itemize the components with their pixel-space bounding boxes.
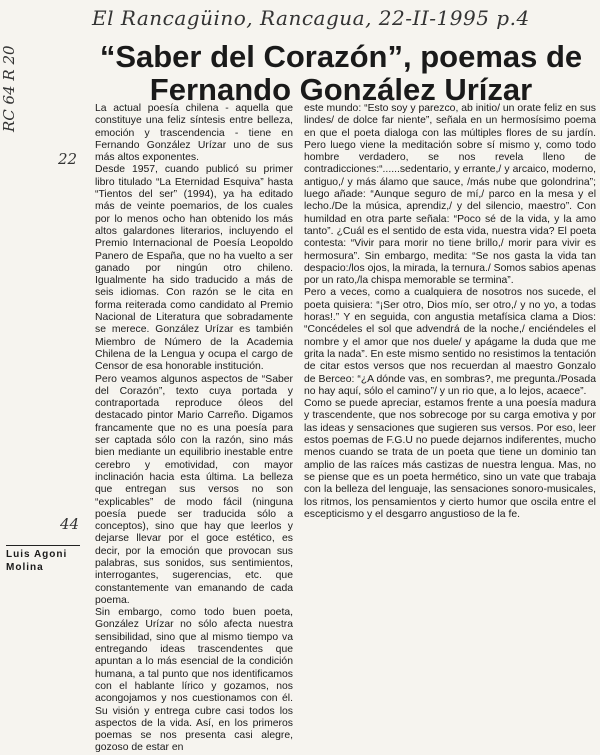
article-column-1 bbox=[95, 103, 293, 755]
paragraph: Pero a veces, como a cualquiera de nosotros nos sucede, el poeta quisiera: “¡Ser otro, Dios mío, ser otro,/ y no yo, a todas horas!.” Y en seguida, con angustia metafísica clama a Dios: “Concédeles el sol que advendrá de la noche,/ enciéndeles el nombre y el amor que nos duele/ y apágame la duda que me grita la nada”. En este mismo sentido no resistimos la tentación de citar estos versos que nos recuerdan al maestro Gonzalo de Berceo: “¿A dónde vas, en sombras?, me pregunta./Posada no hay aquí, sólo el camino”/ y un rio que, a lo lejos, acaece”. bbox=[304, 287, 596, 397]
paragraph: La actual poesía chilena - aquella que constituye una feliz síntesis entre belleza, emoción y trascendencia - tiene en Fernando González Urízar uno de sus más altos exponentes. bbox=[95, 103, 293, 164]
article-column-2 bbox=[304, 103, 596, 521]
handwritten-archive-code: RC 64 R 20 bbox=[0, 45, 18, 132]
article-title: “Saber del Corazón”, poemas de Fernando González Urízar bbox=[99, 39, 583, 107]
author-byline bbox=[6, 545, 80, 574]
paragraph: Como se puede apreciar, estamos frente a una poesía madura y trascendente, que nos sobrecoge por su carga emotiva y por las ideas y sensaciones que sugieren sus versos. Por eso, leer estos poemas de F.G.U no puede dejarnos indiferentes, mucho menos cuando se trata de un poeta que tiene un dominio tan amplio de las raíces más castizas de nuestra lengua. Mas, no se piense que es un poeta hermético, sino un vate que trabaja con la belleza del lenguaje, las sensaciones sonoro-musicales, los ritmos, los pensamientos y cierto humor que oscila entre el escepticismo y el desgarro angustioso de la fe. bbox=[304, 398, 596, 520]
paragraph: Sin embargo, como todo buen poeta, González Urízar no sólo afecta nuestra sensibilidad, sino que al mismo tiempo va entregando ideas trascendentes que apuntan a lo más esencial de la condición humana, a tal punto que nos identificamos con el hablante lírico y gozamos, nos acongojamos y nos cuestionamos con él. Su visión y entrega cubre casi todos los aspectos de la vida. Así, en los primeros poemas se nos presenta casi alegre, gozoso de estar en bbox=[95, 607, 293, 754]
author-first-name: Luis Agoni bbox=[6, 549, 68, 560]
handwritten-source-note: El Rancagüino, Rancagua, 22-II-1995 p.4 bbox=[92, 6, 530, 30]
handwritten-margin-mark-22: 22 bbox=[58, 150, 78, 168]
paragraph: Pero veamos algunos aspectos de “Saber del Corazón”, texto cuya portada y contraportada reproduce óleos del destacado pintor Mario Carreño. Digamos francamente que no es una poesía para ser captada sólo con la razón, sino más bien mediante un equilibrio inestable entre cerebro y emotividad, con mayor inclinación hacia esta última. La belleza que entregan sus versos no son “explicables” de modo fácil (ninguna poesía puede ser traducida sólo a conceptos), sino que hay que leerlos y dejarse llevar por el goce estético, es decir, por la emoción que provocan sus palabras, sus sonidos, sus sentimientos, interrogantes, sugerencias, etc. que constantemente van emanando de cada poema. bbox=[95, 373, 293, 606]
paragraph: este mundo: “Esto soy y parezco, ab initio/ un orate feliz en sus lindes/ de dolce far niente”, señala en un hermosísimo poema en que el poeta dialoga con las múltiples flores de su jardín. Pero luego viene la meditación sobre sí mismo y, como todo hombre verdadero, se nos revela lleno de contradicciones:“......sedentario, y errante,/ y arcaico, moderno, antiguo,/ y más álamo que sauce, /más nube que golondrina”; luego añade: “Aunque seguro de mí,/ parco en la mesa y el lecho./De la música, aprendiz,/ y del silencio, maestro”. Con humildad en otra parte señala: “Poco sé de la vida, y la amo tanto”. ¿Cuál es el sentido de esta vida, nuestra vida? El poeta contesta: “Vivir para morir no tiene brillo,/ morir para vivir es hermosura”. Sin embargo, medita: “Se nos gasta la vida tan despacio:/los ojos, la mirada, la ternura./ Somos sabios apenas por un rato,/la chispa memorable se termina”. bbox=[304, 103, 596, 287]
author-last-name: Molina bbox=[6, 562, 44, 573]
paragraph: Desde 1957, cuando publicó su primer libro titulado “La Eternidad Esquiva” hasta “Tientos del ser” (1994), ya ha editado más de veinte poemarios, de los cuales por lo menos ocho han obtenido los más altos galardones literarios, incluyendo el Premio Internacional de Poesía Leopoldo Panero de España, que no ha vuelto a ser ganado por ningún otro chileno. Igualmente ha sido traducido a más de seis idiomas. Con razón se le cita en forma reiterada como candidato al Premio Nacional de Literatura que sobradamente se merece. González Urízar es también Miembro de Número de la Academia Chilena de la Lengua y ocupa el cargo de Censor de esa honorable institución. bbox=[95, 164, 293, 373]
handwritten-margin-mark-44: 44 bbox=[60, 515, 80, 533]
